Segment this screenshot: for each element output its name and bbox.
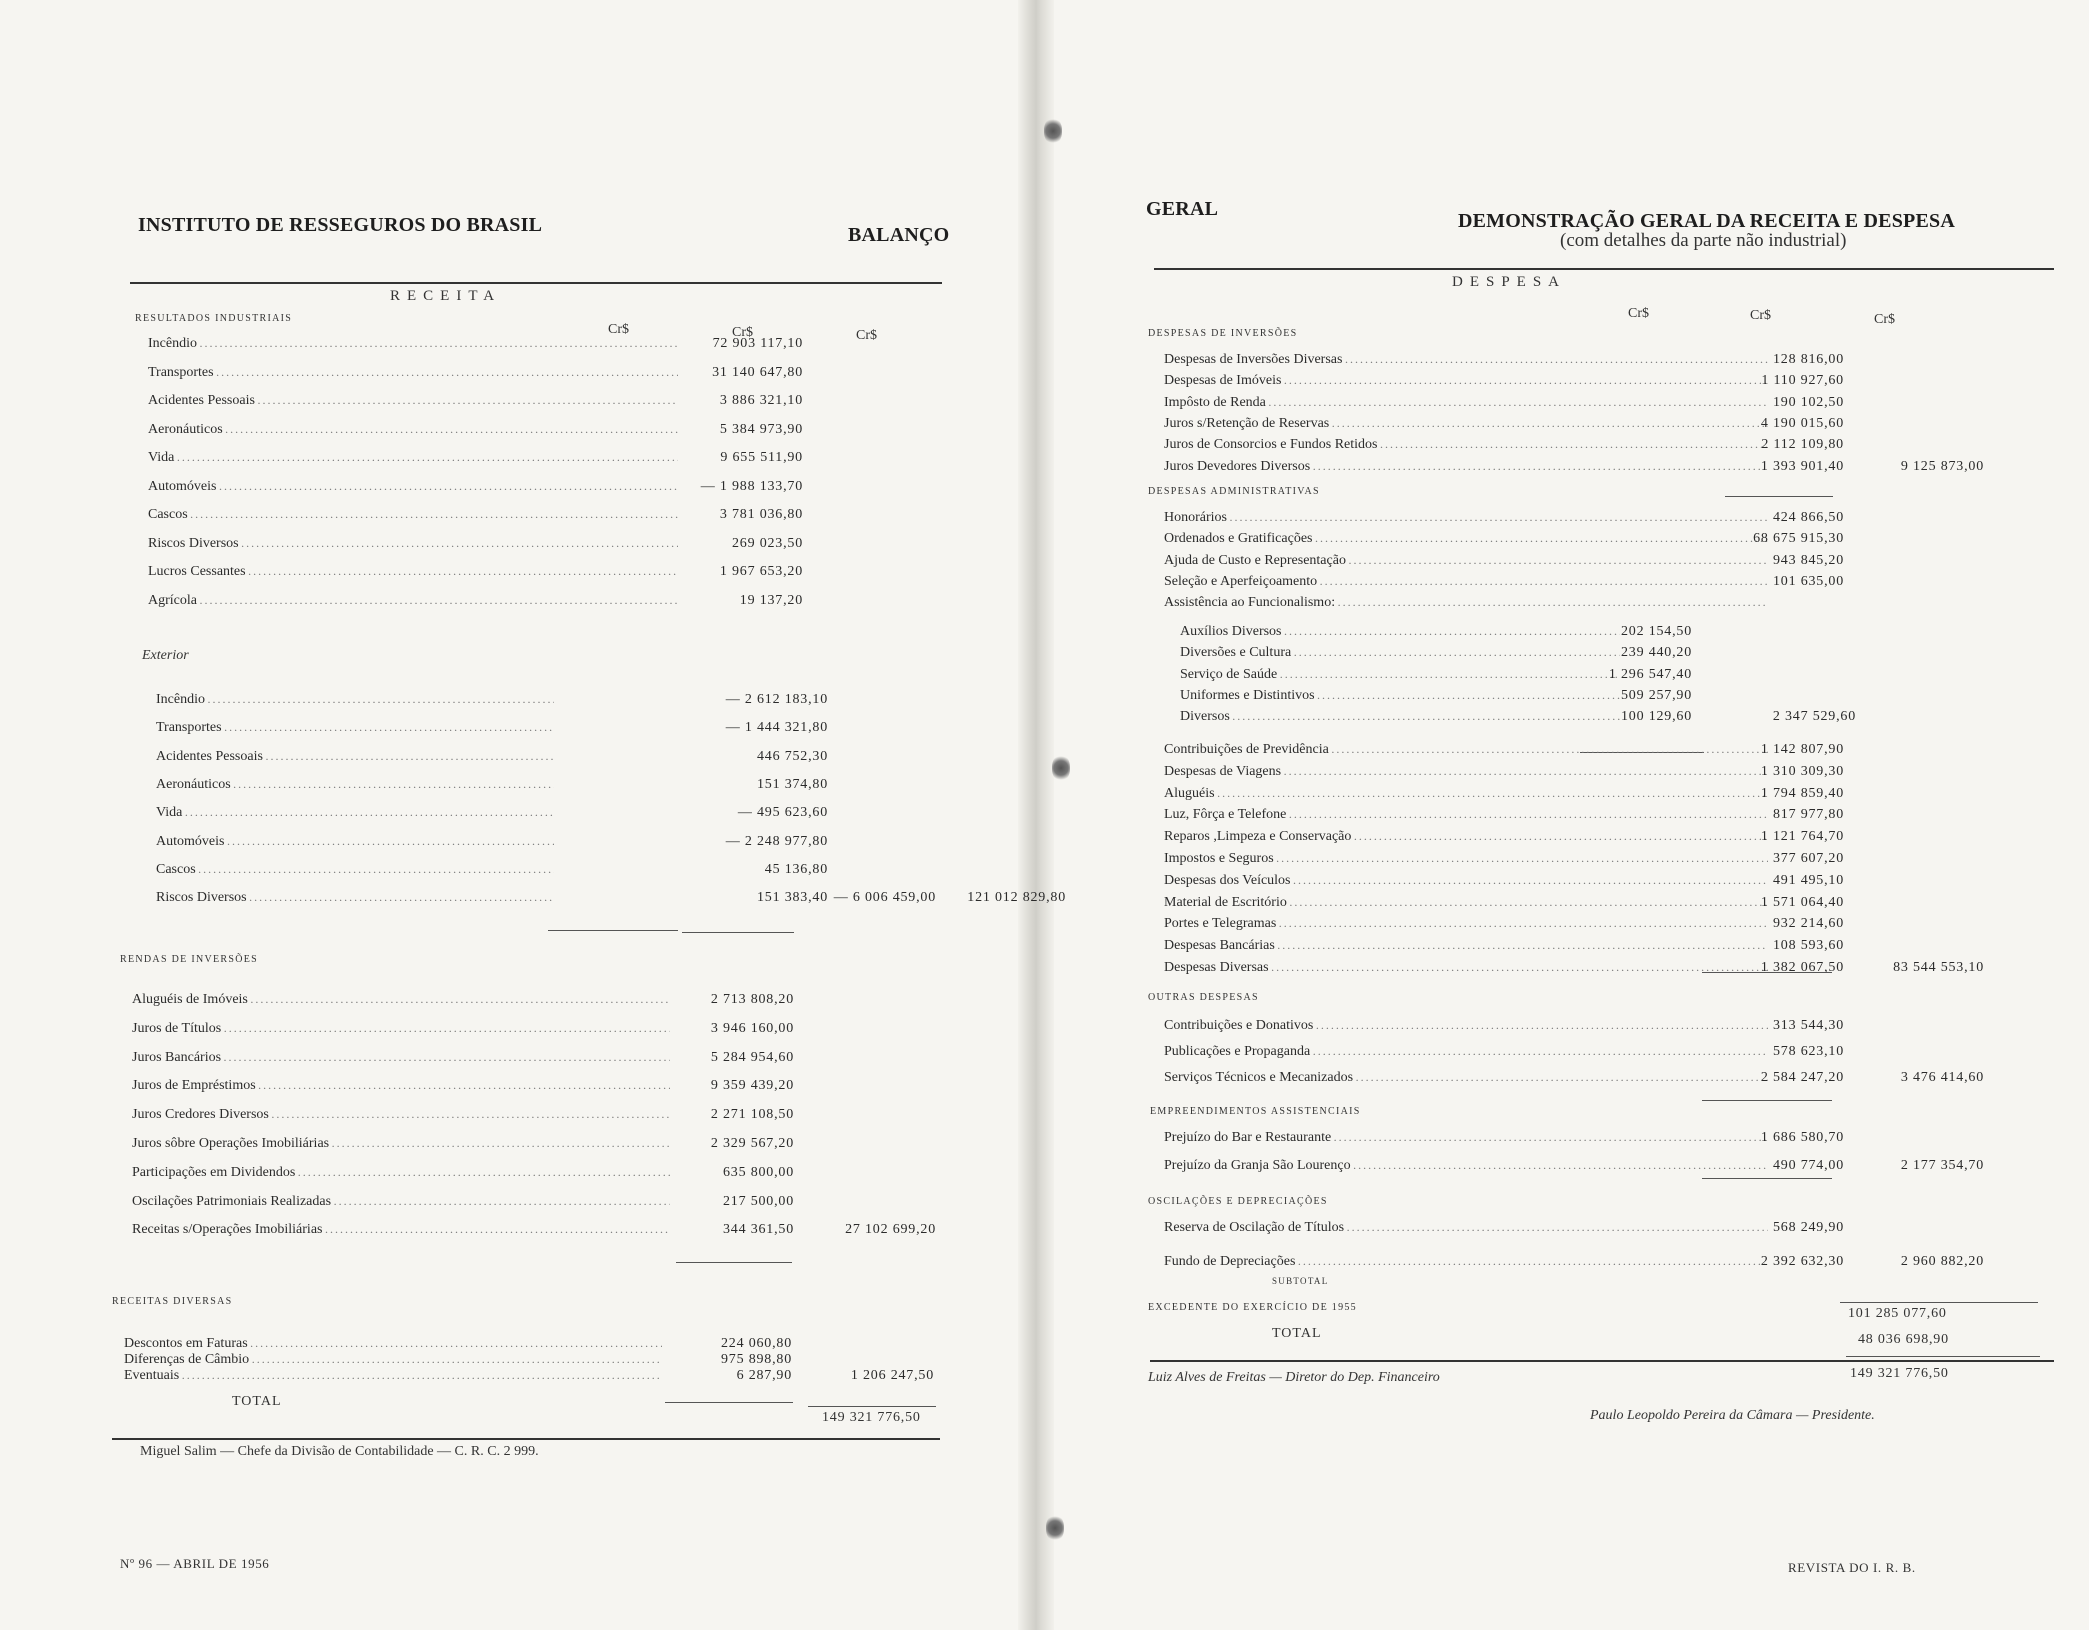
row-label: Despesas de Imóveis . . . bbox=[1164, 373, 1768, 389]
currency-label-col3: Cr$ bbox=[856, 328, 877, 343]
row-label: Incêndio . . . bbox=[156, 692, 554, 708]
exterior-heading: Exterior bbox=[142, 648, 189, 663]
row-value: — 2 248 977,80 bbox=[725, 833, 828, 849]
ledger-row bbox=[1164, 851, 2004, 873]
ledger-row bbox=[1164, 1130, 2004, 1152]
left-header-rule bbox=[130, 282, 942, 284]
ledger-row bbox=[132, 992, 942, 1014]
ledger-row bbox=[1164, 395, 2004, 417]
ledger-row bbox=[1164, 373, 2004, 395]
row-label: Juros de Empréstimos . . . bbox=[132, 1078, 670, 1094]
row-label: Publicações e Propaganda . . . bbox=[1164, 1044, 1768, 1060]
ledger-row bbox=[1164, 1220, 2004, 1242]
row-value: 377 607,20 bbox=[1773, 851, 1844, 866]
ledger-row bbox=[148, 536, 938, 558]
ledger-row bbox=[1164, 895, 2004, 917]
row-label: Impostos e Seguros . . . bbox=[1164, 851, 1768, 867]
row-label: Ajuda de Custo e Representação . . . bbox=[1164, 553, 1768, 569]
ledger-row bbox=[124, 1368, 942, 1390]
subtotal-value: 101 285 077,60 bbox=[1848, 1306, 1947, 1321]
row-label: Oscilações Patrimoniais Realizadas . . . bbox=[132, 1194, 670, 1210]
currency-label-col2: Cr$ bbox=[1750, 308, 1771, 323]
row-value: 424 866,50 bbox=[1773, 510, 1844, 525]
row-label: Automóveis . . . bbox=[148, 479, 678, 495]
ledger-row bbox=[132, 1107, 942, 1129]
ledger-row bbox=[148, 393, 938, 415]
row-value: 1 310 309,30 bbox=[1760, 763, 1844, 779]
rendas-subtotal-rule bbox=[676, 1262, 792, 1263]
row-value: 100 129,60 bbox=[1621, 709, 1692, 725]
exterior-subtotal-rule-2 bbox=[682, 932, 794, 933]
row-label: Prejuízo do Bar e Restaurante . . . bbox=[1164, 1130, 1768, 1146]
right-header-title: DEMONSTRAÇÃO GERAL DA RECEITA E DESPESA bbox=[1458, 210, 1955, 232]
receitas-diversas-heading: RECEITAS DIVERSAS bbox=[112, 1296, 233, 1307]
row-label: Acidentes Pessoais . . . bbox=[156, 749, 554, 765]
row-value: 19 137,20 bbox=[739, 592, 803, 608]
row-value: 975 898,80 bbox=[721, 1352, 792, 1367]
ledger-row bbox=[132, 1165, 942, 1187]
ledger-row bbox=[1164, 807, 2004, 829]
row-value: 151 374,80 bbox=[757, 776, 828, 792]
row-total: 2 177 354,70 bbox=[1900, 1158, 1984, 1173]
row-value: 101 635,00 bbox=[1773, 573, 1844, 589]
row-value: 344 361,50 bbox=[723, 1222, 794, 1238]
row-label: Juros Credores Diversos . . . bbox=[132, 1107, 670, 1123]
row-label: Vida . . . bbox=[156, 805, 554, 821]
receitas-subtotal-rule bbox=[665, 1402, 793, 1403]
row-label: Contribuições de Previdência . . . bbox=[1164, 742, 1768, 758]
row-label: Despesas de Viagens . . . bbox=[1164, 764, 1768, 780]
ledger-row bbox=[1164, 1044, 2004, 1066]
ledger-row bbox=[156, 692, 936, 714]
row-value: 190 102,50 bbox=[1773, 394, 1844, 410]
row-label: Participações em Dividendos . . . bbox=[132, 1165, 670, 1181]
row-value: 578 623,10 bbox=[1773, 1044, 1844, 1059]
row-value: — 495 623,60 bbox=[737, 805, 828, 821]
ledger-row bbox=[132, 1194, 942, 1216]
ledger-row bbox=[1164, 553, 2004, 575]
row-label: Juros Bancários . . . bbox=[132, 1050, 670, 1066]
row-label: Honorários . . . bbox=[1164, 510, 1768, 526]
empre-subtotal-rule bbox=[1702, 1178, 1832, 1179]
row-value: 1 121 764,70 bbox=[1760, 829, 1844, 845]
row-value: 2 271 108,50 bbox=[710, 1107, 794, 1123]
row-value: 568 249,90 bbox=[1773, 1220, 1844, 1235]
left-signature: Miguel Salim — Chefe da Divisão de Contabilidade — C. R. C. 2 999. bbox=[140, 1444, 539, 1459]
row-value: 932 214,60 bbox=[1773, 916, 1844, 932]
subtotal-rule bbox=[1840, 1302, 2038, 1303]
row-label: Prejuízo da Granja São Lourenço . . . bbox=[1164, 1158, 1768, 1174]
row-label: Agrícola . . . bbox=[148, 593, 678, 609]
row-label: Fundo de Depreciações . . . bbox=[1164, 1254, 1768, 1270]
row-value: 2 584 247,20 bbox=[1760, 1070, 1844, 1085]
ledger-row bbox=[156, 777, 936, 799]
row-value: 1 794 859,40 bbox=[1760, 785, 1844, 801]
ledger-row bbox=[148, 564, 938, 586]
row-label: Cascos . . . bbox=[156, 862, 554, 878]
row-value: 31 140 647,80 bbox=[712, 364, 803, 380]
row-label: Descontos em Faturas . . . bbox=[124, 1336, 662, 1352]
row-label: Serviços Técnicos e Mecanizados . . . bbox=[1164, 1070, 1768, 1086]
row-value: 817 977,80 bbox=[1773, 807, 1844, 823]
row-label: Juros sôbre Operações Imobiliárias . . . bbox=[132, 1136, 670, 1152]
row-value: 1 571 064,40 bbox=[1760, 894, 1844, 910]
row-label: Contribuições e Donativos . . . bbox=[1164, 1018, 1768, 1034]
ledger-row bbox=[1180, 667, 2004, 689]
row-value: 9 655 511,90 bbox=[720, 450, 803, 465]
admin-subtotal-rule bbox=[1702, 972, 1832, 973]
outras-subtotal-rule bbox=[1702, 1100, 1832, 1101]
row-value: 943 845,20 bbox=[1773, 552, 1844, 568]
despesa-title: DESPESA bbox=[1452, 274, 1567, 290]
despesas-inversoes-heading: DESPESAS DE INVERSÕES bbox=[1148, 328, 1298, 339]
row-label: Despesas Diversas . . . bbox=[1164, 960, 1768, 976]
row-value: 1 686 580,70 bbox=[1760, 1130, 1844, 1145]
row-value: 108 593,60 bbox=[1773, 938, 1844, 954]
ledger-row bbox=[1180, 688, 2004, 710]
receita-total-label: TOTAL bbox=[232, 1394, 282, 1409]
receita-total-rule-top bbox=[808, 1406, 936, 1407]
excedente-value: 48 036 698,90 bbox=[1858, 1332, 1949, 1347]
row-value: 68 675 915,30 bbox=[1753, 531, 1844, 547]
despesa-total-value: 149 321 776,50 bbox=[1850, 1366, 1949, 1381]
row-label: Diversões e Cultura . . . bbox=[1180, 645, 1620, 661]
row-label: Assistência ao Funcionalismo: . . . bbox=[1164, 595, 1768, 611]
row-label: Acidentes Pessoais . . . bbox=[148, 393, 678, 409]
ledger-row bbox=[1164, 764, 2004, 786]
row-label: Aluguéis de Imóveis . . . bbox=[132, 992, 670, 1008]
oscilacoes-heading: OSCILAÇÕES E DEPRECIAÇÕES bbox=[1148, 1196, 1328, 1207]
row-value: — 1 988 133,70 bbox=[700, 478, 803, 494]
right-header-subtitle: (com detalhes da parte não industrial) bbox=[1560, 230, 1847, 251]
currency-label-col2: Cr$ bbox=[732, 325, 753, 340]
row-value: 2 112 109,80 bbox=[1761, 437, 1844, 453]
ledger-row bbox=[1164, 595, 2004, 617]
ledger-row bbox=[156, 890, 1066, 912]
row-label: Despesas dos Veículos . . . bbox=[1164, 873, 1768, 889]
row-total: 3 476 414,60 bbox=[1900, 1070, 1984, 1085]
despesa-total-label: TOTAL bbox=[1272, 1326, 1322, 1341]
row-label: Transportes . . . bbox=[148, 365, 678, 381]
row-value: 4 190 015,60 bbox=[1760, 415, 1844, 431]
row-label: Reserva de Oscilação de Títulos . . . bbox=[1164, 1220, 1768, 1236]
outras-despesas-heading: OUTRAS DESPESAS bbox=[1148, 992, 1259, 1003]
row-value: 1 393 901,40 bbox=[1760, 458, 1844, 474]
row-value: 3 781 036,80 bbox=[719, 507, 803, 522]
row-value: — 2 612 183,10 bbox=[725, 692, 828, 707]
row-label: Aeronáuticos . . . bbox=[148, 422, 678, 438]
row-value: 224 060,80 bbox=[721, 1336, 792, 1351]
ledger-row bbox=[156, 862, 936, 884]
ledger-row bbox=[1180, 645, 2004, 667]
row-value: 2 713 808,20 bbox=[710, 992, 794, 1007]
ledger-row bbox=[148, 450, 938, 472]
currency-label-col1: Cr$ bbox=[608, 322, 629, 337]
ledger-row bbox=[132, 1136, 942, 1158]
row-label: Transportes . . . bbox=[156, 720, 554, 736]
row-value: 313 544,30 bbox=[1773, 1018, 1844, 1033]
ledger-row bbox=[1164, 742, 2004, 764]
row-label: Despesas Bancárias . . . bbox=[1164, 938, 1768, 954]
ledger-row bbox=[1164, 1070, 2004, 1092]
ledger-row bbox=[1164, 531, 2004, 553]
right-header-left: GERAL bbox=[1146, 198, 1219, 220]
ledger-row bbox=[148, 479, 938, 501]
exterior-subtotal-rule-1 bbox=[548, 930, 678, 931]
row-value: 2 392 632,30 bbox=[1760, 1254, 1844, 1269]
ledger-row bbox=[148, 593, 938, 615]
right-footer: REVISTA DO I. R. B. bbox=[1788, 1560, 1916, 1575]
ledger-row bbox=[132, 1078, 942, 1100]
row-label: Auxílios Diversos . . . bbox=[1180, 624, 1620, 640]
row-value: 509 257,90 bbox=[1621, 687, 1692, 703]
row-label: Material de Escritório . . . bbox=[1164, 895, 1768, 911]
row-value: 151 383,40 bbox=[757, 890, 828, 906]
row-value: 128 816,00 bbox=[1773, 352, 1844, 367]
row-value: 5 284 954,60 bbox=[710, 1049, 794, 1065]
ledger-row bbox=[1164, 786, 2004, 808]
row-value: 490 774,00 bbox=[1773, 1158, 1844, 1173]
row-label: Automóveis . . . bbox=[156, 834, 554, 850]
ledger-row bbox=[1164, 510, 2004, 532]
ledger-row bbox=[1180, 624, 2004, 646]
row-value: 3 946 160,00 bbox=[710, 1020, 794, 1036]
row-value: — 1 444 321,80 bbox=[725, 720, 828, 736]
row-value: 45 136,80 bbox=[764, 861, 828, 877]
row-value: 491 495,10 bbox=[1773, 872, 1844, 888]
row-label: Portes e Telegramas . . . bbox=[1164, 916, 1768, 932]
right-bottom-rule bbox=[1150, 1360, 2054, 1362]
row-label: Riscos Diversos . . . bbox=[148, 536, 678, 552]
ledger-row bbox=[1164, 1254, 2004, 1276]
ledger-row bbox=[1164, 459, 2004, 481]
row-total: 1 206 247,50 bbox=[850, 1368, 934, 1383]
total-rule bbox=[1846, 1356, 2040, 1357]
right-signature-left: Luiz Alves de Freitas — Diretor do Dep. Financeiro bbox=[1148, 1370, 1440, 1385]
ledger-row bbox=[1164, 1018, 2004, 1040]
right-header-rule bbox=[1154, 268, 2054, 270]
ledger-row bbox=[156, 805, 936, 827]
row-value: 5 384 973,90 bbox=[719, 421, 803, 437]
ledger-row bbox=[156, 834, 936, 856]
row-label: Aeronáuticos . . . bbox=[156, 777, 554, 793]
row-label: Eventuais . . . bbox=[124, 1368, 662, 1384]
empreendimentos-heading: EMPREENDIMENTOS ASSISTENCIAIS bbox=[1150, 1106, 1361, 1117]
book-gutter bbox=[1018, 0, 1054, 1630]
ledger-row bbox=[1164, 1158, 2004, 1180]
ledger-row bbox=[1164, 916, 2004, 938]
row-label: Juros Devedores Diversos . . . bbox=[1164, 459, 1768, 475]
row-value: 446 752,30 bbox=[757, 748, 828, 764]
ledger-row bbox=[148, 507, 938, 529]
row-value: 202 154,50 bbox=[1621, 624, 1692, 639]
row-value: 1 382 067,50 bbox=[1760, 960, 1844, 975]
receita-total-value: 149 321 776,50 bbox=[822, 1410, 921, 1425]
row-value: 1 967 653,20 bbox=[719, 564, 803, 579]
row-total: 83 544 553,10 bbox=[1893, 960, 1984, 975]
row-value: 72 903 117,10 bbox=[712, 336, 803, 351]
ledger-row bbox=[1180, 709, 2004, 731]
row-value: 239 440,20 bbox=[1621, 645, 1692, 661]
ledger-row bbox=[1164, 829, 2004, 851]
ledger-row bbox=[148, 422, 938, 444]
excedente-label: EXCEDENTE DO EXERCÍCIO DE 1955 bbox=[1148, 1302, 1357, 1313]
ledger-row bbox=[132, 1222, 942, 1244]
ledger-row bbox=[156, 720, 936, 742]
ledger-row bbox=[1164, 873, 2004, 895]
currency-label-col1: Cr$ bbox=[1628, 306, 1649, 321]
row-subtotal: 2 347 529,60 bbox=[1772, 709, 1856, 725]
subtotal-label: SUBTOTAL bbox=[1272, 1276, 1329, 1286]
row-subtotal: — 6 006 459,00 bbox=[833, 890, 936, 906]
ledger-row bbox=[1164, 938, 2004, 960]
receita-title: RECEITA bbox=[390, 288, 502, 304]
row-label: Lucros Cessantes . . . bbox=[148, 564, 678, 580]
row-label: Diversos . . . bbox=[1180, 709, 1620, 725]
row-value: 1 110 927,60 bbox=[1761, 373, 1844, 389]
row-label: Receitas s/Operações Imobiliárias . . . bbox=[132, 1222, 670, 1238]
row-label: Aluguéis . . . bbox=[1164, 786, 1768, 802]
left-bottom-rule bbox=[112, 1438, 940, 1440]
left-header-right: BALANÇO bbox=[848, 224, 950, 246]
row-total: 2 960 882,20 bbox=[1900, 1254, 1984, 1269]
row-label: Luz, Fôrça e Telefone . . . bbox=[1164, 807, 1768, 823]
left-header-title: INSTITUTO DE RESSEGUROS DO BRASIL bbox=[138, 214, 543, 236]
inversoes-subtotal-rule bbox=[1725, 496, 1833, 497]
ledger-row bbox=[1164, 416, 2004, 438]
row-label: Riscos Diversos . . . bbox=[156, 890, 554, 906]
ledger-row bbox=[1164, 574, 2004, 596]
row-label: Diferenças de Câmbio . . . bbox=[124, 1352, 662, 1368]
row-label: Juros s/Retenção de Reservas . . . bbox=[1164, 416, 1768, 432]
row-total: 27 102 699,20 bbox=[845, 1222, 936, 1238]
row-total: 9 125 873,00 bbox=[1900, 458, 1984, 474]
row-value: 217 500,00 bbox=[723, 1193, 794, 1209]
left-footer: Nº 96 — ABRIL DE 1956 bbox=[120, 1556, 270, 1571]
ledger-row bbox=[1164, 352, 2004, 374]
ledger-row bbox=[1164, 960, 2004, 982]
row-label: Cascos . . . bbox=[148, 507, 678, 523]
row-value: 9 359 439,20 bbox=[710, 1078, 794, 1094]
right-signature-right: Paulo Leopoldo Pereira da Câmara — Presidente. bbox=[1590, 1408, 1875, 1423]
ledger-row bbox=[132, 1050, 942, 1072]
row-label: Uniformes e Distintivos . . . bbox=[1180, 688, 1620, 704]
row-value: 6 287,90 bbox=[736, 1368, 792, 1383]
row-label: Incêndio . . . bbox=[148, 336, 678, 352]
row-value: 1 142 807,90 bbox=[1760, 742, 1844, 757]
ledger-row bbox=[148, 336, 938, 358]
right-page bbox=[1060, 0, 2089, 1630]
row-value: 3 886 321,10 bbox=[719, 393, 803, 408]
ledger-row bbox=[156, 749, 936, 771]
row-value: 1 296 547,40 bbox=[1608, 666, 1692, 682]
row-label: Reparos ,Limpeza e Conservação . . . bbox=[1164, 829, 1768, 845]
row-label: Juros de Títulos . . . bbox=[132, 1021, 670, 1037]
row-label: Juros de Consorcios e Fundos Retidos . . . bbox=[1164, 437, 1768, 453]
despesas-administrativas-heading: DESPESAS ADMINISTRATIVAS bbox=[1148, 486, 1320, 497]
currency-label-col3: Cr$ bbox=[1874, 312, 1895, 327]
ledger-row bbox=[148, 365, 938, 387]
row-label: Seleção e Aperfeiçoamento . . . bbox=[1164, 574, 1768, 590]
row-value: 635 800,00 bbox=[723, 1164, 794, 1180]
row-label: Vida . . . bbox=[148, 450, 678, 466]
row-total: 121 012 829,80 bbox=[967, 890, 1066, 906]
row-label: Ordenados e Gratificações . . . bbox=[1164, 531, 1768, 547]
ledger-row bbox=[1164, 437, 2004, 459]
row-label: Impôsto de Renda . . . bbox=[1164, 395, 1768, 411]
row-value: 2 329 567,20 bbox=[710, 1136, 794, 1151]
rendas-inversoes-heading: RENDAS DE INVERSÕES bbox=[120, 954, 259, 965]
resultados-industriais-heading: RESULTADOS INDUSTRIAIS bbox=[135, 313, 293, 324]
row-label: Despesas de Inversões Diversas . . . bbox=[1164, 352, 1768, 368]
row-value: 269 023,50 bbox=[732, 535, 803, 551]
row-label: Serviço de Saúde . . . bbox=[1180, 667, 1620, 683]
ledger-row bbox=[132, 1021, 942, 1043]
